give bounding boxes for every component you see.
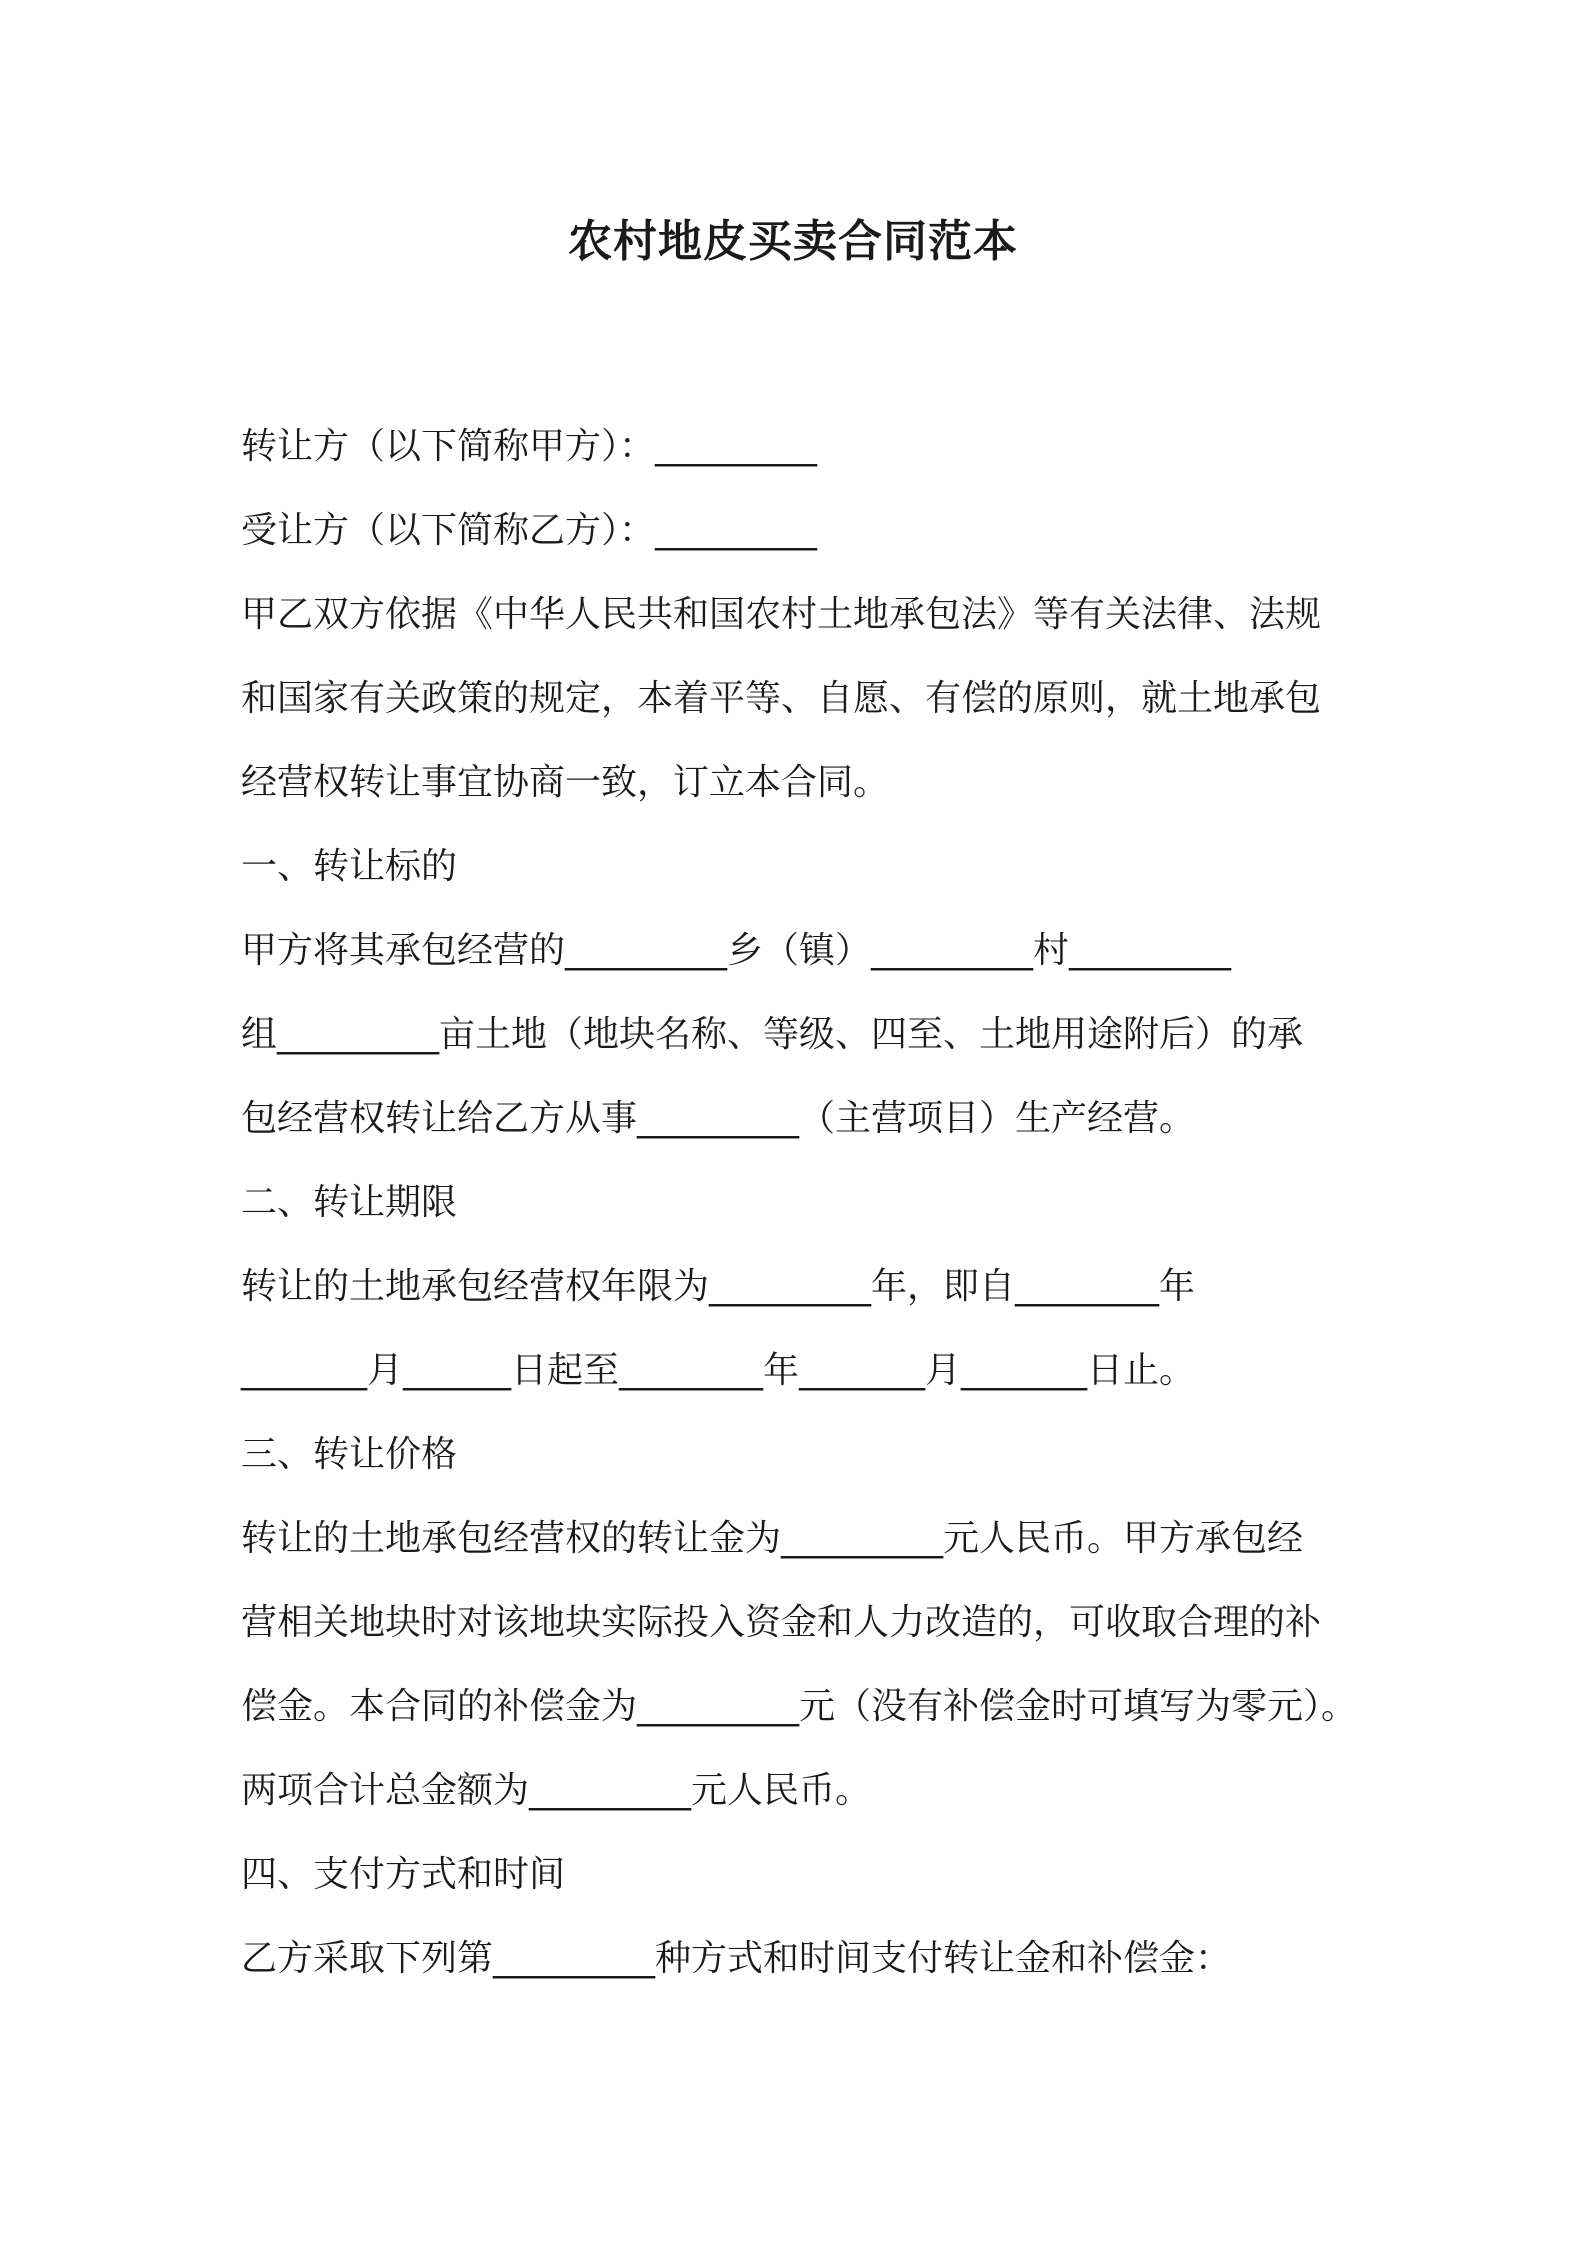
document-title: 农村地皮买卖合同范本	[568, 216, 1018, 267]
preamble-line-2: 和国家有关政策的规定，本着平等、自愿、有偿的原则，就土地承包	[241, 678, 1322, 719]
transferee-line: 受让方（以下简称乙方）：_________	[241, 510, 818, 551]
section-2-line-2: _______月______日起至________年_______月_______日止。	[241, 1350, 1196, 1391]
section-2-line-1: 转让的土地承包经营权年限为_________年，即自________年	[241, 1266, 1196, 1307]
section-1-line-1: 甲方将其承包经营的_________乡（镇）_________村_________	[241, 930, 1232, 971]
transferor-line: 转让方（以下简称甲方）：_________	[241, 426, 818, 467]
section-3-line-4: 两项合计总金额为_________元人民币。	[241, 1770, 872, 1811]
section-heading-3: 三、转让价格	[241, 1434, 458, 1475]
section-4-line-1: 乙方采取下列第_________种方式和时间支付转让金和补偿金：	[241, 1938, 1232, 1979]
section-heading-4: 四、支付方式和时间	[241, 1854, 566, 1895]
section-3-line-3: 偿金。本合同的补偿金为_________元（没有补偿金时可填写为零元）。	[241, 1686, 1358, 1727]
section-3-line-1: 转让的土地承包经营权的转让金为_________元人民币。甲方承包经	[241, 1518, 1304, 1559]
section-heading-1: 一、转让标的	[241, 846, 458, 887]
preamble-line-1: 甲乙双方依据《中华人民共和国农村土地承包法》等有关法律、法规	[241, 594, 1322, 635]
section-heading-2: 二、转让期限	[241, 1182, 458, 1223]
preamble-line-3: 经营权转让事宜协商一致，订立本合同。	[241, 762, 890, 803]
section-1-line-2: 组_________亩土地（地块名称、等级、四至、土地用途附后）的承	[241, 1014, 1304, 1055]
section-1-line-3: 包经营权转让给乙方从事_________（主营项目）生产经营。	[241, 1098, 1196, 1139]
section-3-line-2: 营相关地块时对该地块实际投入资金和人力改造的，可收取合理的补	[241, 1602, 1322, 1643]
contract-body	[241, 405, 1361, 2001]
